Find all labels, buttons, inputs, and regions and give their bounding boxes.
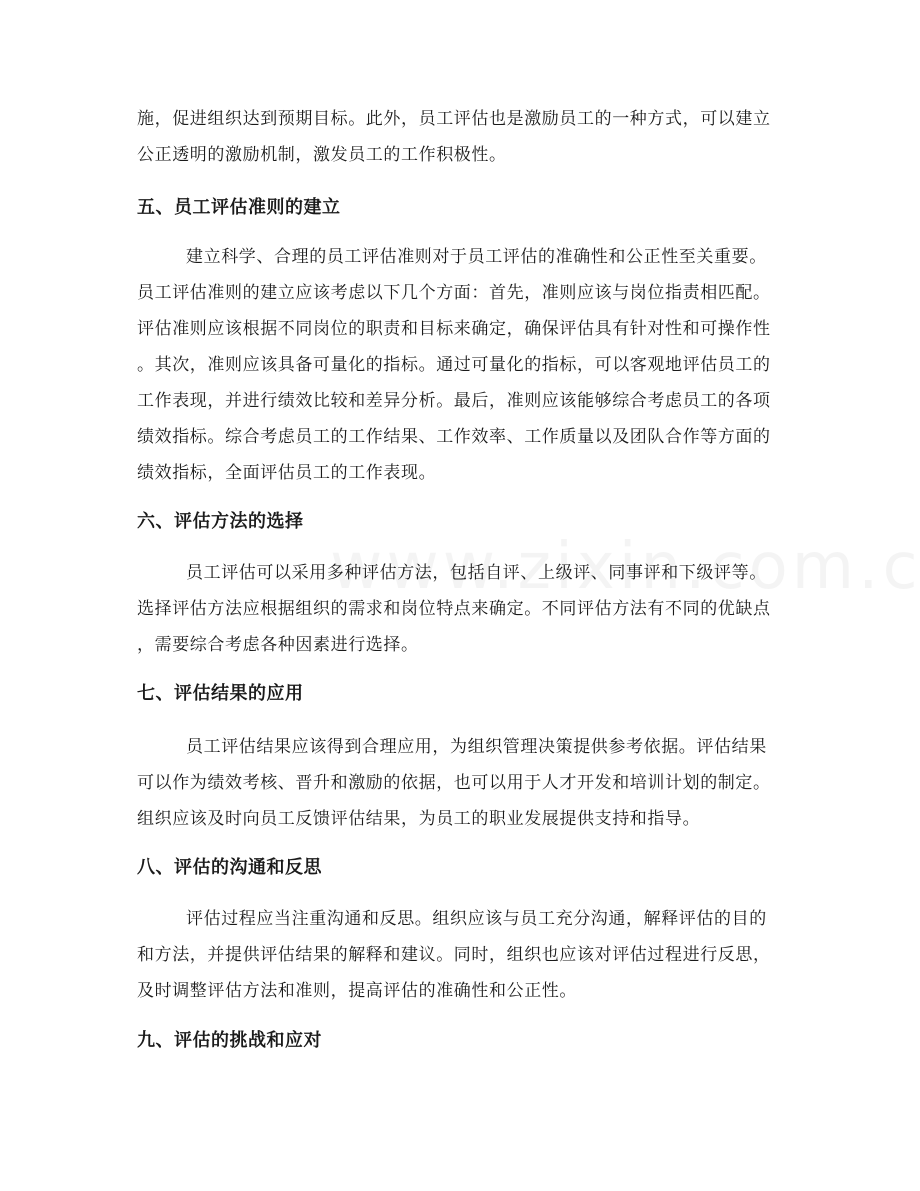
paragraph-line: 选择评估方法应根据组织的需求和岗位特点来确定。不同评估方法有不同的优缺点 — [137, 599, 771, 619]
section-heading: 五、员工评估准则的建立 — [137, 197, 341, 218]
section-heading: 七、评估结果的应用 — [137, 683, 304, 704]
paragraph-line: 组织应该及时向员工反馈评估结果，为员工的职业发展提供支持和指导。 — [137, 809, 701, 829]
paragraph-line: ，需要综合考虑各种因素进行选择。 — [137, 635, 419, 655]
section-heading: 八、评估的沟通和反思 — [137, 857, 322, 878]
paragraph-line: 可以作为绩效考核、晋升和激励的依据，也可以用于人才开发和培训计划的制定。 — [137, 773, 771, 793]
paragraph-line: 评估准则应该根据不同岗位的职责和目标来确定，确保评估具有针对性和可操作性 — [137, 319, 771, 339]
paragraph-line: 评估过程应当注重沟通和反思。组织应该与员工充分沟通，解释评估的目的 — [186, 909, 767, 929]
section-heading: 九、评估的挑战和应对 — [137, 1030, 322, 1051]
paragraph-line: 施，促进组织达到预期目标。此外，员工评估也是激励员工的一种方式，可以建立 — [137, 109, 771, 129]
paragraph-line: 。其次，准则应该具备可量化的指标。通过可量化的指标，可以客观地评估员工的 — [137, 355, 771, 375]
paragraph-line: 和方法，并提供评估结果的解释和建议。同时，组织也应该对评估过程进行反思， — [137, 945, 771, 965]
paragraph-line: 绩效指标，全面评估员工的工作表现。 — [137, 463, 437, 483]
section-heading: 六、评估方法的选择 — [137, 511, 304, 532]
paragraph-line: 员工评估准则的建立应该考虑以下几个方面：首先，准则应该与岗位指责相匹配。 — [137, 283, 771, 303]
paragraph-line: 及时调整评估方法和准则，提高评估的准确性和公正性。 — [137, 981, 577, 1001]
paragraph-line: 工作表现，并进行绩效比较和差异分析。最后，准则应该能够综合考虑员工的各项 — [137, 391, 771, 411]
paragraph-line: 员工评估可以采用多种评估方法，包括自评、上级评、同事评和下级评等。 — [186, 563, 767, 583]
paragraph-line: 员工评估结果应该得到合理应用，为组织管理决策提供参考依据。评估结果 — [186, 737, 767, 757]
paragraph-line: 建立科学、合理的员工评估准则对于员工评估的准确性和公正性至关重要。 — [186, 247, 767, 267]
paragraph-line: 公正透明的激励机制，激发员工的工作积极性。 — [137, 145, 507, 165]
paragraph-line: 绩效指标。综合考虑员工的工作结果、工作效率、工作质量以及团队合作等方面的 — [137, 427, 771, 447]
